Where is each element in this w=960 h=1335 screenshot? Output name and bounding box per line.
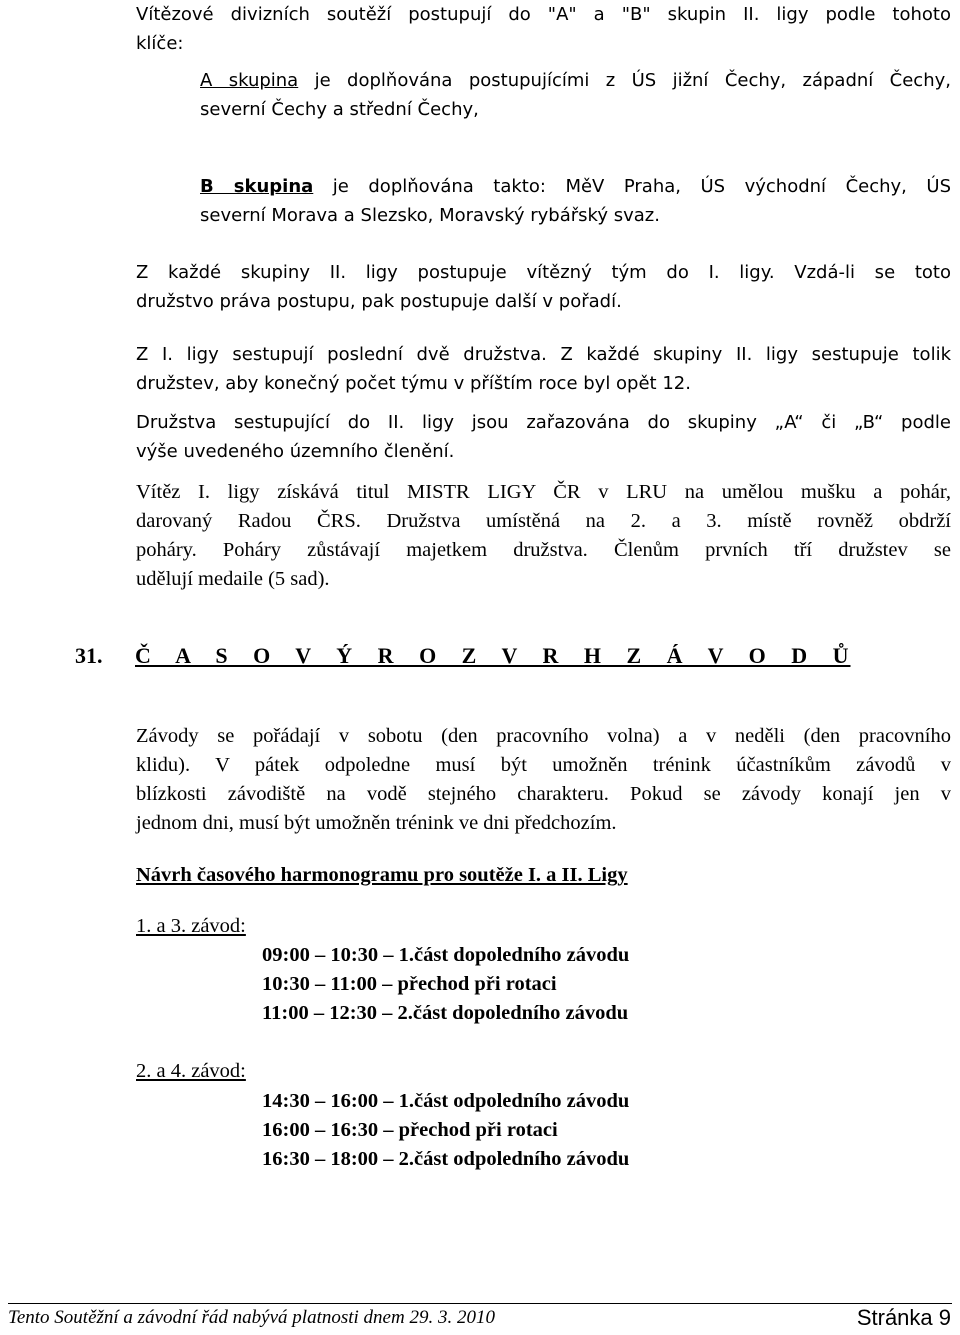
intro-line: klíče: bbox=[136, 33, 184, 54]
paragraph-line: družstvo práva postupu, pak postupuje další v pořadí. bbox=[136, 291, 622, 312]
paragraph-line: Družstva sestupující do II. ligy jsou zařazována do skupiny „A“ či „B“ podle bbox=[136, 412, 951, 433]
race-24-schedule bbox=[262, 1087, 629, 1174]
group-a-text: je doplňována postupujícími z ÚS jižní Čechy, západní Čechy, bbox=[298, 70, 951, 91]
section-heading bbox=[75, 643, 850, 669]
assignment-paragraph bbox=[136, 408, 951, 466]
paragraph-line: klidu). V pátek odpoledne musí být umožněn trénink účastníkům závodů v bbox=[136, 754, 951, 776]
race-13-label: 1. a 3. závod: bbox=[136, 915, 246, 937]
paragraph-line: darovaný Radou ČRS. Družstva umístěná na 2. a 3. místě rovněž obdrží bbox=[136, 510, 951, 532]
winner-paragraph bbox=[136, 478, 951, 594]
schedule-row: 16:30 – 18:00 – 2.část odpoledního závodu bbox=[262, 1148, 630, 1170]
paragraph-line: Z I. ligy sestupují poslední dvě družstva. Z každé skupiny II. ligy sestupuje tolik bbox=[136, 344, 951, 365]
schedule-row: 16:00 – 16:30 – přechod při rotaci bbox=[262, 1119, 558, 1141]
section-number: 31. bbox=[75, 643, 103, 668]
paragraph-line: Závody se pořádají v sobotu (den pracovního volna) a v neděli (den pracovního bbox=[136, 725, 951, 747]
footer-divider bbox=[8, 1303, 952, 1304]
paragraph-line: Vítěz I. ligy získává titul MISTR LIGY ČR v LRU na umělou mušku a pohár, bbox=[136, 481, 951, 503]
race-24-label: 2. a 4. závod: bbox=[136, 1060, 246, 1082]
group-a-paragraph bbox=[200, 66, 951, 124]
schedule-intro-paragraph bbox=[136, 722, 951, 838]
paragraph-line: poháry. Poháry zůstávají majetkem družstva. Členům prvních tří družstev se bbox=[136, 539, 951, 561]
intro-paragraph bbox=[136, 0, 951, 58]
group-b-text: je doplňována takto: MěV Praha, ÚS východní Čechy, ÚS bbox=[313, 176, 951, 197]
group-b-text: severní Morava a Slezsko, Moravský rybářský svaz. bbox=[200, 205, 660, 226]
race-13-schedule bbox=[262, 941, 629, 1028]
group-b-paragraph bbox=[200, 172, 951, 230]
footer-validity-text: Tento Soutěžní a závodní řád nabývá platnosti dnem 29. 3. 2010 bbox=[8, 1307, 495, 1328]
paragraph-line: udělují medaile (5 sad). bbox=[136, 568, 330, 590]
paragraph-line: Z každé skupiny II. ligy postupuje vítězný tým do I. ligy. Vzdá-li se toto bbox=[136, 262, 951, 283]
paragraph-line: družstev, aby konečný počet týmu v příštím roce byl opět 12. bbox=[136, 373, 691, 394]
schedule-row: 09:00 – 10:30 – 1.část dopoledního závodu bbox=[262, 944, 630, 966]
paragraph-line: jednom dni, musí být umožněn trénink ve dni předchozím. bbox=[136, 812, 617, 834]
paragraph-line: výše uvedeného územního členění. bbox=[136, 441, 455, 462]
page-number: Stránka 9 bbox=[856, 1305, 951, 1330]
section-title: Č A S O V Ý R O Z V R H Z Á V O D Ů bbox=[135, 643, 851, 668]
paragraph-line: blízkosti závodiště na vodě stejného charakteru. Pokud se závody konají jen v bbox=[136, 783, 951, 805]
relegation-paragraph bbox=[136, 340, 951, 398]
group-a-label: A skupina bbox=[200, 70, 299, 91]
intro-line: Vítězové divizních soutěží postupují do "A" a "B" skupin II. ligy podle tohoto bbox=[136, 4, 951, 25]
promotion-paragraph bbox=[136, 258, 951, 316]
schedule-row: 10:30 – 11:00 – přechod při rotaci bbox=[262, 973, 557, 995]
schedule-row: 11:00 – 12:30 – 2.část dopoledního závodu bbox=[262, 1002, 629, 1024]
group-a-text: severní Čechy a střední Čechy, bbox=[200, 99, 479, 120]
harmonogram-title: Návrh časového harmonogramu pro soutěže I. a II. Ligy bbox=[136, 864, 628, 886]
group-b-label: B skupina bbox=[200, 176, 314, 197]
schedule-row: 14:30 – 16:00 – 1.část odpoledního závodu bbox=[262, 1090, 630, 1112]
